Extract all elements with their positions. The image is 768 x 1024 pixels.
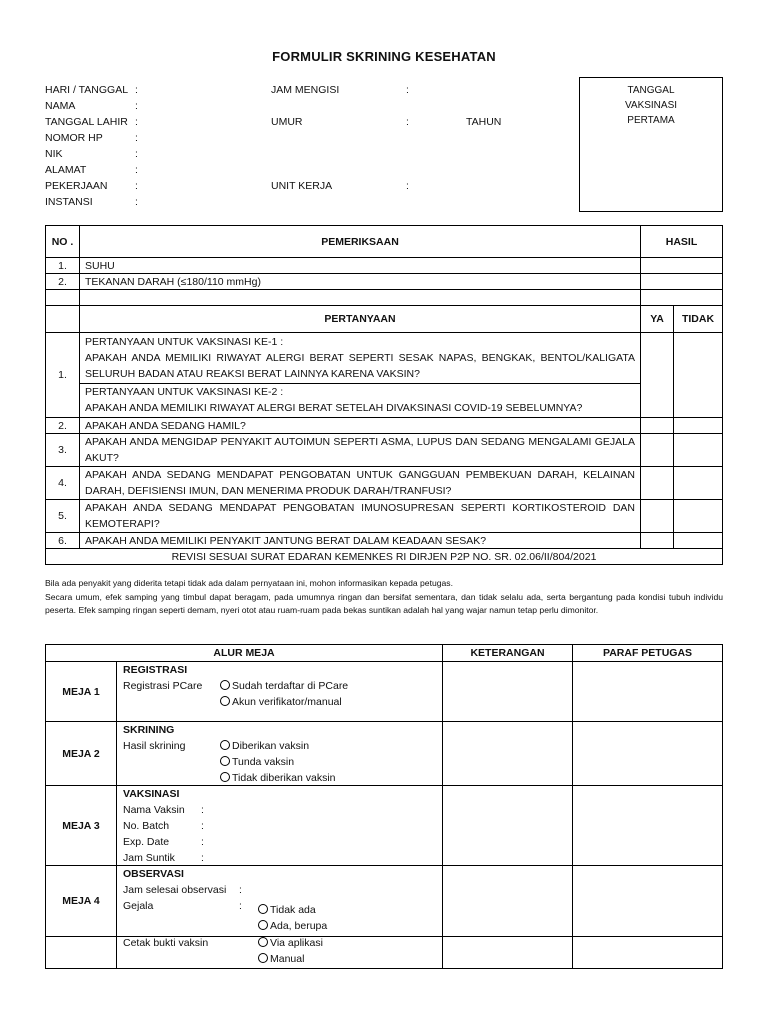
question-1a [80, 333, 641, 384]
paraf-cell[interactable] [573, 866, 723, 937]
colon: : [239, 884, 242, 896]
question-1b-text: APAKAH ANDA MEMILIKI RIWAYAT ALERGI BERAT SETELAH DIVAKSINASI COVID-19 SEBELUMNYA? [85, 402, 583, 414]
section-skrining: SKRINING [123, 724, 175, 736]
option-manual[interactable]: Manual [258, 951, 304, 967]
flow-table [45, 644, 723, 969]
keterangan-header: KETERANGAN [443, 645, 573, 662]
information-notes [45, 577, 723, 618]
tidak-checkbox-cell[interactable] [674, 418, 723, 434]
label-nama: NAMA [45, 100, 76, 112]
colon: : [406, 84, 409, 96]
colon: : [201, 820, 204, 832]
label-nomor-hp: NOMOR HP [45, 132, 103, 144]
no-header: NO . [46, 226, 80, 258]
option-akun-verifikator[interactable]: Akun verifikator/manual [220, 694, 342, 710]
ya-header: YA [641, 306, 674, 333]
meja-1-content [117, 662, 443, 722]
colon: : [239, 900, 242, 912]
empty-cell [46, 306, 80, 333]
section-registrasi: REGISTRASI [123, 664, 188, 676]
paraf-cell[interactable] [573, 937, 723, 969]
row-number: 2. [46, 418, 80, 434]
ya-checkbox-cell[interactable] [641, 418, 674, 434]
field-jam-selesai-observasi: Jam selesai observasi [123, 884, 227, 896]
keterangan-cell[interactable] [443, 866, 573, 937]
radio-circle-icon [258, 904, 268, 914]
option-tunda-vaksin[interactable]: Tunda vaksin [220, 754, 294, 770]
radio-circle-icon [258, 937, 268, 947]
colon: : [201, 804, 204, 816]
colon: : [135, 100, 138, 112]
keterangan-cell[interactable] [443, 786, 573, 866]
meja-1-label: MEJA 1 [46, 662, 117, 722]
meja-2-content [117, 722, 443, 786]
empty-cell [80, 290, 641, 306]
radio-circle-icon [220, 756, 230, 766]
field-no-batch: No. Batch [123, 820, 170, 832]
meja-2-label: MEJA 2 [46, 722, 117, 786]
hasil-header: HASIL [641, 226, 723, 258]
section-observasi: OBSERVASI [123, 868, 184, 880]
field-registrasi-pcare: Registrasi PCare [123, 680, 203, 692]
cetak-content [117, 937, 443, 969]
revision-note: REVISI SESUAI SURAT EDARAN KEMENKES RI DIRJEN P2P NO. SR. 02.06/II/804/2021 [46, 549, 723, 565]
meja-3-label: MEJA 3 [46, 786, 117, 866]
option-tidak-diberikan-vaksin[interactable]: Tidak diberikan vaksin [220, 770, 336, 786]
radio-circle-icon [258, 920, 268, 930]
empty-cell [641, 290, 723, 306]
ya-checkbox-cell[interactable] [641, 467, 674, 500]
tidak-checkbox-cell[interactable] [674, 434, 723, 467]
question-2: APAKAH ANDA SEDANG HAMIL? [80, 418, 641, 434]
row-number: 1. [46, 333, 80, 418]
label-unit-kerja: UNIT KERJA [271, 180, 333, 192]
empty-cell [46, 937, 117, 969]
colon: : [135, 116, 138, 128]
label-instansi: INSTANSI [45, 196, 93, 208]
form-title: FORMULIR SKRINING KESEHATAN [272, 49, 496, 64]
colon: : [135, 148, 138, 160]
colon: : [135, 180, 138, 192]
colon: : [406, 116, 409, 128]
screening-table [45, 225, 723, 565]
colon: : [135, 196, 138, 208]
exam-suhu: SUHU [80, 258, 641, 274]
radio-circle-icon [220, 696, 230, 706]
ya-checkbox-cell[interactable] [641, 500, 674, 533]
label-umur: UMUR [271, 116, 303, 128]
keterangan-cell[interactable] [443, 937, 573, 969]
question-1a-text: APAKAH ANDA MEMILIKI RIWAYAT ALERGI BERAT SEPERTI SESAK NAPAS, BENGKAK, BENTOL/KALIGATA SELURUH BADAN ATAU REAKSI BERAT LAINNYA KARENA VAKSIN? [85, 352, 635, 380]
label-tahun: TAHUN [466, 116, 502, 128]
paraf-cell[interactable] [573, 662, 723, 722]
label-alamat: ALAMAT [45, 164, 87, 176]
tidak-header: TIDAK [674, 306, 723, 333]
radio-circle-icon [258, 953, 268, 963]
question-1b-title: PERTANYAAN UNTUK VAKSINASI KE-2 : [85, 386, 284, 398]
radio-circle-icon [220, 740, 230, 750]
option-tidak-ada[interactable]: Tidak ada [258, 902, 316, 918]
pemeriksaan-header: PEMERIKSAAN [80, 226, 641, 258]
row-number: 6. [46, 533, 80, 549]
label-nik: NIK [45, 148, 63, 160]
meja-3-content [117, 786, 443, 866]
meja-4-label: MEJA 4 [46, 866, 117, 937]
exam-tekanan-darah: TEKANAN DARAH (≤180/110 mmHg) [80, 274, 641, 290]
hasil-cell[interactable] [641, 258, 723, 274]
meja-4-content [117, 866, 443, 937]
colon: : [406, 180, 409, 192]
paraf-cell[interactable] [573, 722, 723, 786]
option-sudah-terdaftar[interactable]: Sudah terdaftar di PCare [220, 678, 348, 694]
row-number: 5. [46, 500, 80, 533]
radio-circle-icon [220, 772, 230, 782]
note-line-1: Bila ada penyakit yang diderita tetapi tidak ada dalam pernyataan ini, mohon informasikan kepada petugas. [45, 578, 453, 588]
question-3: APAKAH ANDA MENGIDAP PENYAKIT AUTOIMUN SEPERTI ASMA, LUPUS DAN SEDANG MENGALAMI GEJALA AKUT? [80, 434, 641, 467]
colon: : [201, 852, 204, 864]
colon: : [201, 836, 204, 848]
field-gejala: Gejala [123, 900, 154, 912]
tidak-checkbox-cell[interactable] [674, 500, 723, 533]
pertanyaan-header: PERTANYAAN [80, 306, 641, 333]
option-ada-berupa[interactable]: Ada, berupa [258, 918, 327, 934]
paraf-cell[interactable] [573, 786, 723, 866]
section-vaksinasi: VAKSINASI [123, 788, 180, 800]
field-jam-suntik: Jam Suntik [123, 852, 175, 864]
option-via-aplikasi[interactable]: Via aplikasi [258, 935, 323, 951]
radio-circle-icon [220, 680, 230, 690]
colon: : [135, 164, 138, 176]
label-jam-mengisi: JAM MENGISI [271, 84, 340, 96]
row-number: 2. [46, 274, 80, 290]
ya-checkbox-cell[interactable] [641, 434, 674, 467]
label-hari-tanggal: HARI / TANGGAL [45, 84, 129, 96]
tidak-checkbox-cell[interactable] [674, 533, 723, 549]
field-exp-date: Exp. Date [123, 836, 170, 848]
question-1a-title: PERTANYAAN UNTUK VAKSINASI KE-1 : [85, 336, 284, 348]
vaccination-date-box[interactable] [579, 77, 723, 212]
tidak-checkbox-cell[interactable] [674, 467, 723, 500]
question-4: APAKAH ANDA SEDANG MENDAPAT PENGOBATAN UNTUK GANGGUAN PEMBEKUAN DARAH, KELAINAN DARAH, DEFISIENSI IMUN, DAN MENERIMA PRODUK DARAH/TRANFUSI? [80, 467, 641, 500]
question-6: APAKAH ANDA MEMILIKI PENYAKIT JANTUNG BERAT DALAM KEADAAN SESAK? [80, 533, 641, 549]
field-hasil-skrining: Hasil skrining [123, 740, 186, 752]
empty-cell [46, 290, 80, 306]
hasil-cell[interactable] [641, 274, 723, 290]
tidak-checkbox-cell[interactable] [674, 333, 723, 418]
ya-checkbox-cell[interactable] [641, 533, 674, 549]
keterangan-cell[interactable] [443, 662, 573, 722]
question-5: APAKAH ANDA SEDANG MENDAPAT PENGOBATAN IMUNOSUPRESAN SEPERTI KORTIKOSTEROID DAN KEMOTERAPI? [80, 500, 641, 533]
question-1b [80, 384, 641, 418]
label-tanggal-lahir: TANGGAL LAHIR [45, 116, 128, 128]
row-number: 1. [46, 258, 80, 274]
label-pekerjaan: PEKERJAAN [45, 180, 108, 192]
vaccination-date-label: TANGGAL VAKSINASI PERTAMA [624, 85, 678, 126]
note-line-2: Secara umum, efek samping yang timbul dapat beragam, pada umumnya ringan dan bersifat sementara, dan tidak selalu ada, serta bergantung pada kondisi tubuh individu peserta. Efek samping ringan seperti demam, nyeri otot atau ruam-ruam pada bekas suntikan adalah hal yang wajar namun tetap perlu dimonitor. [45, 591, 723, 615]
option-diberikan-vaksin[interactable]: Diberikan vaksin [220, 738, 309, 754]
keterangan-cell[interactable] [443, 722, 573, 786]
row-number: 3. [46, 434, 80, 467]
paraf-header: PARAF PETUGAS [573, 645, 723, 662]
row-number: 4. [46, 467, 80, 500]
field-cetak-bukti-vaksin: Cetak bukti vaksin [123, 937, 209, 949]
colon: : [135, 84, 138, 96]
ya-checkbox-cell[interactable] [641, 333, 674, 418]
field-nama-vaksin: Nama Vaksin [123, 804, 185, 816]
colon: : [135, 132, 138, 144]
alur-meja-header: ALUR MEJA [46, 645, 443, 662]
